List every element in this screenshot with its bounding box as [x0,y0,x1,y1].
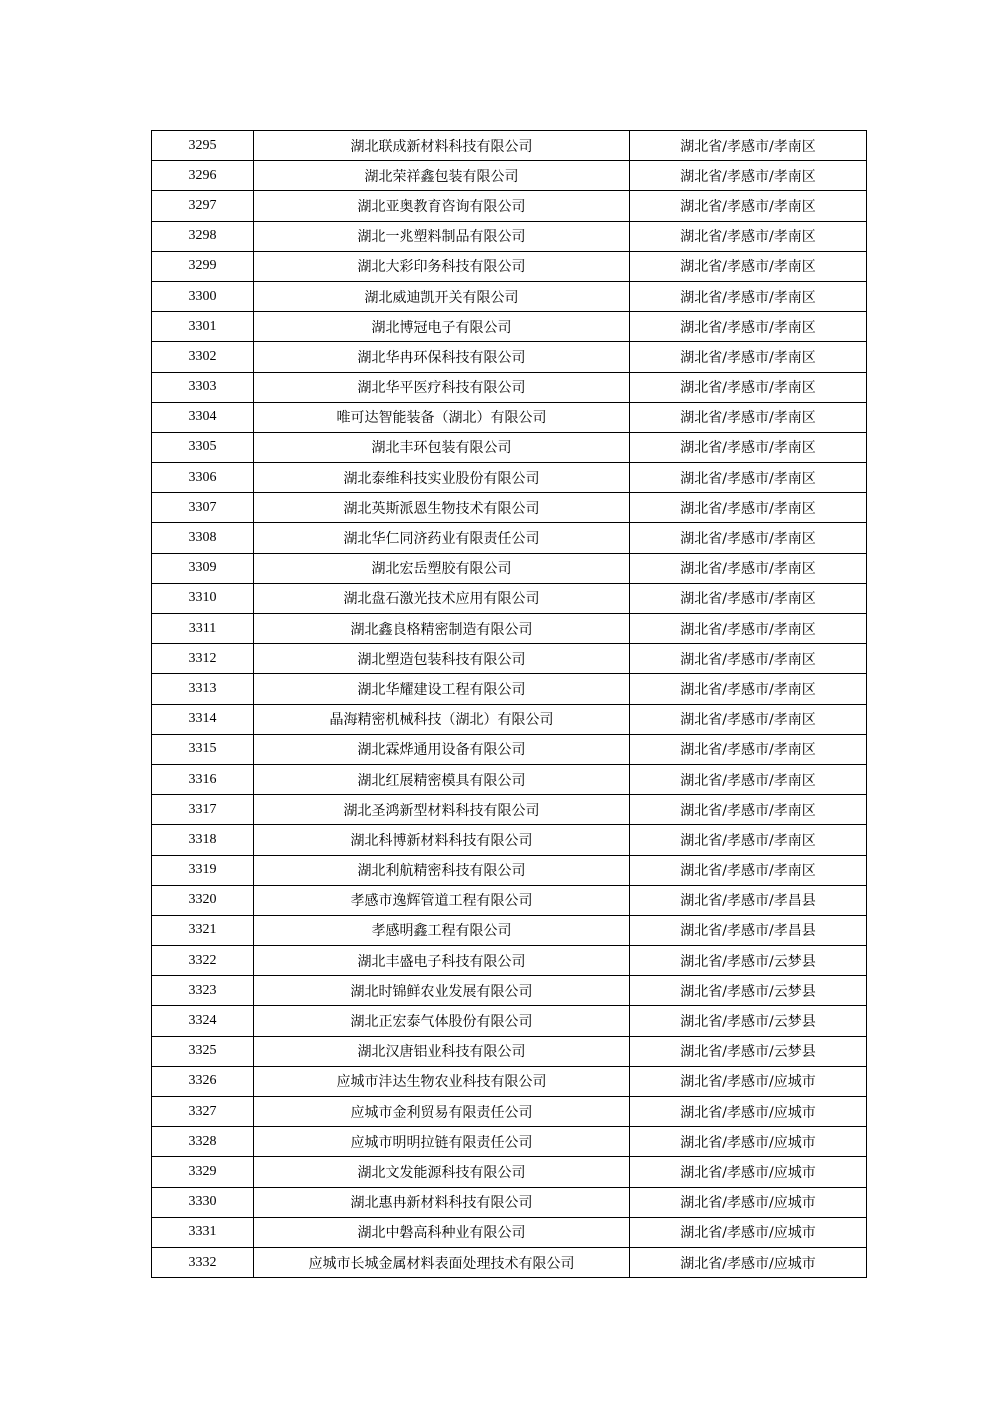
table-row [152,885,867,915]
row-number-cell: 3295 [152,131,254,161]
table-row [152,372,867,402]
table-row [152,1006,867,1036]
table-row [152,915,867,945]
row-number-cell: 3319 [152,855,254,885]
region-cell: 湖北省/孝感市/孝南区 [630,795,867,825]
company-name-cell: 湖北博冠电子有限公司 [254,312,630,342]
row-number-cell: 3324 [152,1006,254,1036]
company-name-cell: 湖北圣鸿新型材料科技有限公司 [254,795,630,825]
table-row [152,614,867,644]
region-cell: 湖北省/孝感市/应城市 [630,1157,867,1187]
table-row [152,1247,867,1277]
company-name-cell: 应城市长城金属材料表面处理技术有限公司 [254,1247,630,1277]
company-name-cell: 孝感明鑫工程有限公司 [254,915,630,945]
region-cell: 湖北省/孝感市/孝南区 [630,764,867,794]
company-name-cell: 湖北时锦鲜农业发展有限公司 [254,976,630,1006]
company-name-cell: 湖北英斯派恩生物技术有限公司 [254,493,630,523]
row-number-cell: 3323 [152,976,254,1006]
region-cell: 湖北省/孝感市/应城市 [630,1217,867,1247]
table-row [152,644,867,674]
table-row [152,342,867,372]
table-row [152,855,867,885]
region-cell: 湖北省/孝感市/孝南区 [630,704,867,734]
region-cell: 湖北省/孝感市/孝南区 [630,825,867,855]
region-cell: 湖北省/孝感市/应城市 [630,1247,867,1277]
region-cell: 湖北省/孝感市/孝南区 [630,674,867,704]
row-number-cell: 3332 [152,1247,254,1277]
table-row [152,795,867,825]
region-cell: 湖北省/孝感市/孝南区 [630,161,867,191]
row-number-cell: 3306 [152,463,254,493]
region-cell: 湖北省/孝感市/应城市 [630,1127,867,1157]
table-row [152,161,867,191]
row-number-cell: 3310 [152,583,254,613]
company-name-cell: 湖北科博新材料科技有限公司 [254,825,630,855]
table-row [152,764,867,794]
region-cell: 湖北省/孝感市/孝南区 [630,553,867,583]
company-name-cell: 湖北盘石激光技术应用有限公司 [254,583,630,613]
row-number-cell: 3320 [152,885,254,915]
table-row [152,553,867,583]
company-name-cell: 湖北文发能源科技有限公司 [254,1157,630,1187]
region-cell: 湖北省/孝感市/孝南区 [630,855,867,885]
region-cell: 湖北省/孝感市/孝昌县 [630,885,867,915]
row-number-cell: 3312 [152,644,254,674]
company-name-cell: 湖北联成新材料科技有限公司 [254,131,630,161]
table-row [152,1157,867,1187]
row-number-cell: 3300 [152,281,254,311]
table-row [152,251,867,281]
row-number-cell: 3311 [152,614,254,644]
table-row [152,312,867,342]
company-name-cell: 应城市金利贸易有限责任公司 [254,1097,630,1127]
table-row [152,402,867,432]
region-cell: 湖北省/孝感市/孝昌县 [630,915,867,945]
company-name-cell: 湖北威迪凯开关有限公司 [254,281,630,311]
table-row [152,583,867,613]
region-cell: 湖北省/孝感市/孝南区 [630,191,867,221]
company-name-cell: 湖北惠冉新材料科技有限公司 [254,1187,630,1217]
region-cell: 湖北省/孝感市/孝南区 [630,251,867,281]
region-cell: 湖北省/孝感市/云梦县 [630,1006,867,1036]
region-cell: 湖北省/孝感市/孝南区 [630,614,867,644]
row-number-cell: 3296 [152,161,254,191]
company-name-cell: 湖北正宏泰气体股份有限公司 [254,1006,630,1036]
company-name-cell: 应城市沣达生物农业科技有限公司 [254,1066,630,1096]
company-name-cell: 孝感市逸辉管道工程有限公司 [254,885,630,915]
company-name-cell: 湖北华冉环保科技有限公司 [254,342,630,372]
company-name-cell: 湖北一兆塑料制品有限公司 [254,221,630,251]
row-number-cell: 3307 [152,493,254,523]
company-name-cell: 应城市明明拉链有限责任公司 [254,1127,630,1157]
table-row [152,1127,867,1157]
row-number-cell: 3328 [152,1127,254,1157]
row-number-cell: 3331 [152,1217,254,1247]
table-row [152,523,867,553]
company-name-cell: 湖北中磐高科种业有限公司 [254,1217,630,1247]
company-name-cell: 湖北宏岳塑胶有限公司 [254,553,630,583]
table-row [152,221,867,251]
row-number-cell: 3314 [152,704,254,734]
table-row [152,734,867,764]
region-cell: 湖北省/孝感市/孝南区 [630,372,867,402]
table-row [152,674,867,704]
company-name-cell: 湖北丰环包装有限公司 [254,432,630,462]
region-cell: 湖北省/孝感市/云梦县 [630,976,867,1006]
company-name-cell: 湖北丰盛电子科技有限公司 [254,946,630,976]
enterprise-table [151,130,867,1278]
row-number-cell: 3303 [152,372,254,402]
row-number-cell: 3316 [152,764,254,794]
region-cell: 湖北省/孝感市/孝南区 [630,583,867,613]
table-row [152,281,867,311]
region-cell: 湖北省/孝感市/孝南区 [630,281,867,311]
row-number-cell: 3308 [152,523,254,553]
row-number-cell: 3304 [152,402,254,432]
table-row [152,704,867,734]
table-row [152,1036,867,1066]
region-cell: 湖北省/孝感市/云梦县 [630,1036,867,1066]
row-number-cell: 3327 [152,1097,254,1127]
company-name-cell: 晶海精密机械科技（湖北）有限公司 [254,704,630,734]
region-cell: 湖北省/孝感市/应城市 [630,1097,867,1127]
row-number-cell: 3318 [152,825,254,855]
region-cell: 湖北省/孝感市/孝南区 [630,523,867,553]
row-number-cell: 3325 [152,1036,254,1066]
company-name-cell: 湖北红展精密模具有限公司 [254,764,630,794]
region-cell: 湖北省/孝感市/孝南区 [630,221,867,251]
company-name-cell: 湖北大彩印务科技有限公司 [254,251,630,281]
company-name-cell: 湖北荣祥鑫包装有限公司 [254,161,630,191]
region-cell: 湖北省/孝感市/孝南区 [630,644,867,674]
table-row [152,493,867,523]
row-number-cell: 3309 [152,553,254,583]
table-body [152,131,867,1278]
region-cell: 湖北省/孝感市/应城市 [630,1066,867,1096]
company-name-cell: 唯可达智能装备（湖北）有限公司 [254,402,630,432]
table-row [152,1066,867,1096]
table-row [152,432,867,462]
table-row [152,463,867,493]
region-cell: 湖北省/孝感市/孝南区 [630,734,867,764]
row-number-cell: 3329 [152,1157,254,1187]
region-cell: 湖北省/孝感市/应城市 [630,1187,867,1217]
row-number-cell: 3317 [152,795,254,825]
region-cell: 湖北省/孝感市/孝南区 [630,463,867,493]
table-row [152,1097,867,1127]
company-name-cell: 湖北汉唐铝业科技有限公司 [254,1036,630,1066]
row-number-cell: 3313 [152,674,254,704]
row-number-cell: 3302 [152,342,254,372]
row-number-cell: 3298 [152,221,254,251]
table-row [152,1187,867,1217]
company-name-cell: 湖北华耀建设工程有限公司 [254,674,630,704]
company-name-cell: 湖北鑫良格精密制造有限公司 [254,614,630,644]
table-row [152,825,867,855]
company-name-cell: 湖北亚奥教育咨询有限公司 [254,191,630,221]
row-number-cell: 3315 [152,734,254,764]
table-row [152,946,867,976]
row-number-cell: 3301 [152,312,254,342]
company-name-cell: 湖北霖烨通用设备有限公司 [254,734,630,764]
company-name-cell: 湖北利航精密科技有限公司 [254,855,630,885]
region-cell: 湖北省/孝感市/孝南区 [630,402,867,432]
row-number-cell: 3330 [152,1187,254,1217]
row-number-cell: 3326 [152,1066,254,1096]
region-cell: 湖北省/孝感市/孝南区 [630,342,867,372]
region-cell: 湖北省/孝感市/云梦县 [630,946,867,976]
row-number-cell: 3299 [152,251,254,281]
region-cell: 湖北省/孝感市/孝南区 [630,131,867,161]
region-cell: 湖北省/孝感市/孝南区 [630,312,867,342]
row-number-cell: 3297 [152,191,254,221]
row-number-cell: 3321 [152,915,254,945]
company-name-cell: 湖北塑造包装科技有限公司 [254,644,630,674]
company-name-cell: 湖北华仁同济药业有限责任公司 [254,523,630,553]
table-row [152,1217,867,1247]
table-row [152,976,867,1006]
region-cell: 湖北省/孝感市/孝南区 [630,493,867,523]
row-number-cell: 3305 [152,432,254,462]
table-row [152,191,867,221]
table-row [152,131,867,161]
region-cell: 湖北省/孝感市/孝南区 [630,432,867,462]
row-number-cell: 3322 [152,946,254,976]
company-name-cell: 湖北华平医疗科技有限公司 [254,372,630,402]
company-name-cell: 湖北泰维科技实业股份有限公司 [254,463,630,493]
